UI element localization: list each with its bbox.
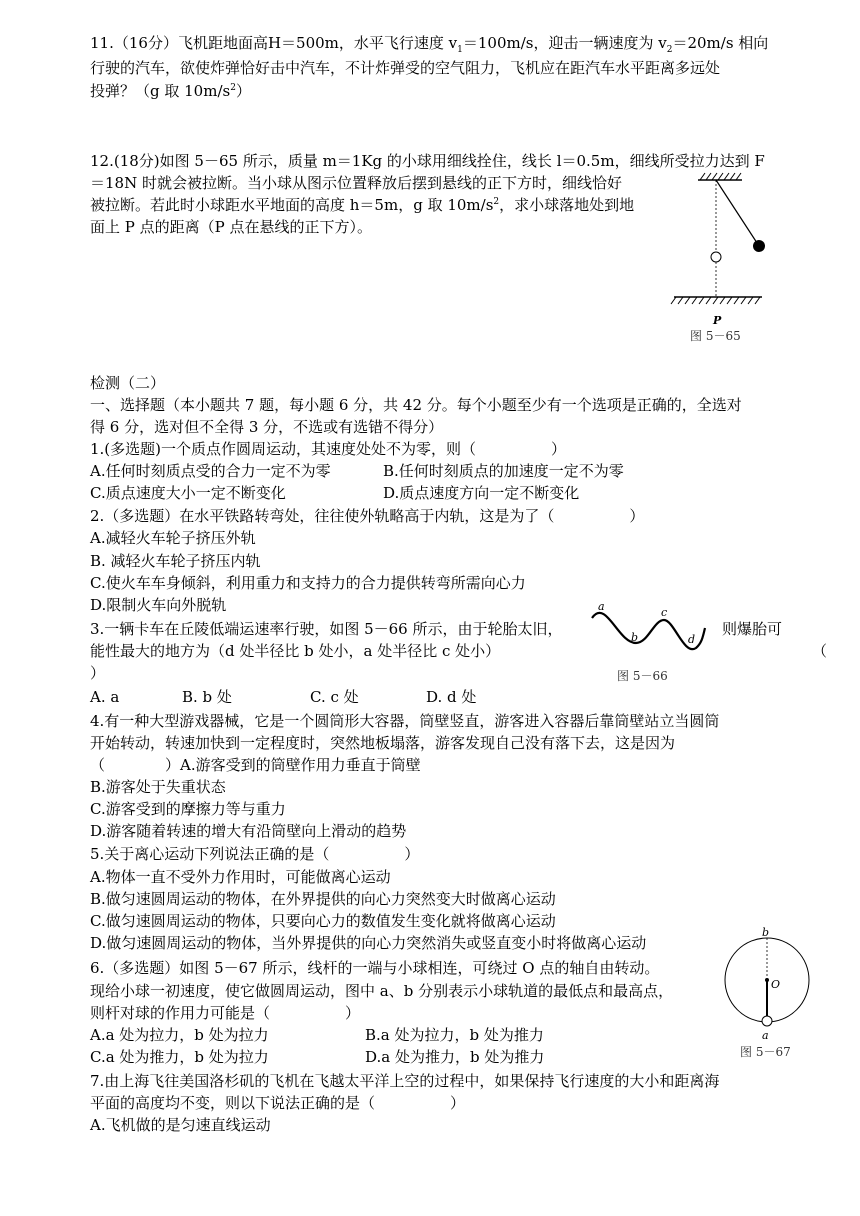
q11-line-2: 行驶的汽车，欲使炸弹恰好击中汽车，不计炸弹受的空气阻力，飞机应在距汽车水平距离多远处 (90, 59, 721, 77)
mc2-option-a: A.减轻火车轮子挤压外轨 (90, 529, 256, 547)
mc3-option-b: B. b 处 (182, 688, 232, 706)
q11-line-1: 11.（16分）飞机距地面高H＝500m，水平飞行速度 $v_1=100m/s$，迎击一辆速度为 $v_2=20m/s$ 相向 (90, 34, 769, 55)
mc7-line-1: 7.由上海飞往美国洛杉矶的飞机在飞越太平洋上空的过程中，如果保持飞行速度的大小和距离海 (90, 1072, 720, 1090)
mc3-line-2: 能性最大的地方为（d 处半径比 b 处小，a 处半径比 c 处小） (90, 642, 501, 660)
ball-at-a (762, 1016, 772, 1026)
mc1-stem: 1.(多选题)一个质点作圆周运动，其速度处处不为零，则（ ） (90, 440, 567, 458)
label-b: b (762, 926, 770, 939)
mc3-option-d: D. d 处 (426, 688, 477, 706)
q11-line-3: 投弹？（g 取 $10m/s^2$） (90, 82, 251, 100)
mc3-line-1-tail: 则爆胎可 (722, 620, 783, 638)
section-instruction-2: 得 6 分，选对但不全得 3 分，不选或有选错不得分） (90, 418, 444, 436)
figure-5-65-pendulum (660, 170, 780, 330)
q12-line-3: 被拉断。若此时小球距水平地面的高度 h＝5m，g 取 $10m/s^2$，求小球落地处到地 (90, 196, 635, 214)
figure-5-67-caption: 图 5－67 (740, 1045, 791, 1059)
figure-5-65-caption: 图 5－65 (690, 329, 741, 343)
mc3-line-2-tail: （ (812, 642, 828, 660)
mc5-option-b: B.做匀速圆周运动的物体，在外界提供的向心力突然变大时做离心运动 (90, 890, 556, 908)
mc6-option-b: B.a 处为拉力，b 处为推力 (365, 1026, 544, 1044)
figure-5-67-circle (722, 925, 822, 1045)
label-d: d (688, 633, 696, 646)
mc2-option-c: C.使火车车身倾斜，利用重力和支持力的合力提供转弯所需向心力 (90, 574, 526, 592)
label-a: a (598, 600, 605, 613)
mc6-line-3: 则杆对球的作用力可能是（ ） (90, 1004, 361, 1022)
label-b: b (631, 631, 639, 644)
q12-line-4: 面上 P 点的距离（P 点在悬线的正下方）。 (90, 218, 372, 236)
mc1-option-c: C.质点速度大小一定不断变化 (90, 484, 286, 502)
figure-5-66-road (588, 598, 718, 658)
pendulum-ball (753, 240, 765, 252)
mc3-line-3: ） (90, 664, 106, 682)
mc6-line-2: 现给小球一初速度，使它做圆周运动，图中 a、b 分别表示小球轨道的最低点和最高点， (90, 982, 674, 1000)
mc2-stem: 2.（多选题）在水平铁路转弯处，往往使外轨略高于内轨，这是为了（ ） (90, 507, 645, 525)
mc4-line-1: 4.有一种大型游戏器械，它是一个圆筒形大容器，筒壁竖直，游客进入容器后靠筒壁站立当圆筒 (90, 712, 720, 730)
mc1-option-b: B.任何时刻质点的加速度一定不为零 (383, 462, 624, 480)
mc6-option-c: C.a 处为推力，b 处为拉力 (90, 1048, 269, 1066)
mc6-option-d: D.a 处为推力，b 处为推力 (365, 1048, 545, 1066)
mc3-line-1: 3.一辆卡车在丘陵低端运速率行驶，如图 5－66 所示，由于轮胎太旧， (90, 620, 563, 638)
section-instruction-1: 一、选择题（本小题共 7 题，每小题 6 分，共 42 分。每个小题至少有一个选项是正确的，全选对 (90, 396, 742, 414)
mc4-line-3: （ ）A.游客受到的筒壁作用力垂直于筒壁 (90, 756, 421, 774)
label-o: O (771, 978, 781, 991)
mc5-option-c: C.做匀速圆周运动的物体，只要向心力的数值发生变化就将做离心运动 (90, 912, 556, 930)
ceiling-hatch (700, 173, 741, 180)
q12-line-1: 12.(18分)如图 5－65 所示，质量 m＝1Kg 的小球用细线拴住，线长 l＝0.5m，细线所受拉力达到 F (90, 152, 765, 170)
mc2-option-b: B. 减轻火车轮子挤压内轨 (90, 552, 261, 570)
label-c: c (661, 606, 668, 619)
mc5-stem: 5.关于离心运动下列说法正确的是（ ） (90, 845, 420, 863)
pendulum-string (716, 180, 759, 246)
lowest-position-ball (711, 252, 721, 262)
mc3-option-a: A. a (90, 688, 120, 706)
mc1-option-a: A.任何时刻质点受的合力一定不为零 (90, 462, 331, 480)
mc4-option-d: D.游客随着转速的增大有沿筒壁向上滑动的趋势 (90, 822, 407, 840)
mc7-line-2: 平面的高度均不变，则以下说法正确的是（ ） (90, 1094, 466, 1112)
mc2-option-d: D.限制火车向外脱轨 (90, 596, 227, 614)
point-p-label: P (713, 314, 722, 327)
mc4-option-c: C.游客受到的摩擦力等与重力 (90, 800, 286, 818)
ground-hatch (671, 297, 760, 304)
pivot-o (765, 978, 769, 982)
mc4-option-b: B.游客处于失重状态 (90, 778, 226, 796)
mc7-option-a: A.飞机做的是匀速直线运动 (90, 1116, 271, 1134)
section-title: 检测（二） (90, 374, 166, 392)
mc6-line-1: 6.（多选题）如图 5－67 所示，线杆的一端与小球相连，可绕过 O 点的轴自由转动。 (90, 959, 660, 977)
mc5-option-d: D.做匀速圆周运动的物体，当外界提供的向心力突然消失或竖直变小时将做离心运动 (90, 934, 647, 952)
mc4-line-2: 开始转动，转速加快到一定程度时，突然地板塌落，游客发现自己没有落下去，这是因为 (90, 734, 676, 752)
mc6-option-a: A.a 处为拉力，b 处为拉力 (90, 1026, 269, 1044)
label-a: a (762, 1029, 769, 1042)
figure-5-66-caption: 图 5－66 (617, 669, 668, 683)
mc5-option-a: A.物体一直不受外力作用时，可能做离心运动 (90, 868, 391, 886)
mc1-option-d: D.质点速度方向一定不断变化 (383, 484, 580, 502)
q12-line-2: ＝18N 时就会被拉断。当小球从图示位置释放后摆到悬线的正下方时，细线恰好 (90, 174, 622, 192)
mc3-option-c: C. c 处 (310, 688, 359, 706)
